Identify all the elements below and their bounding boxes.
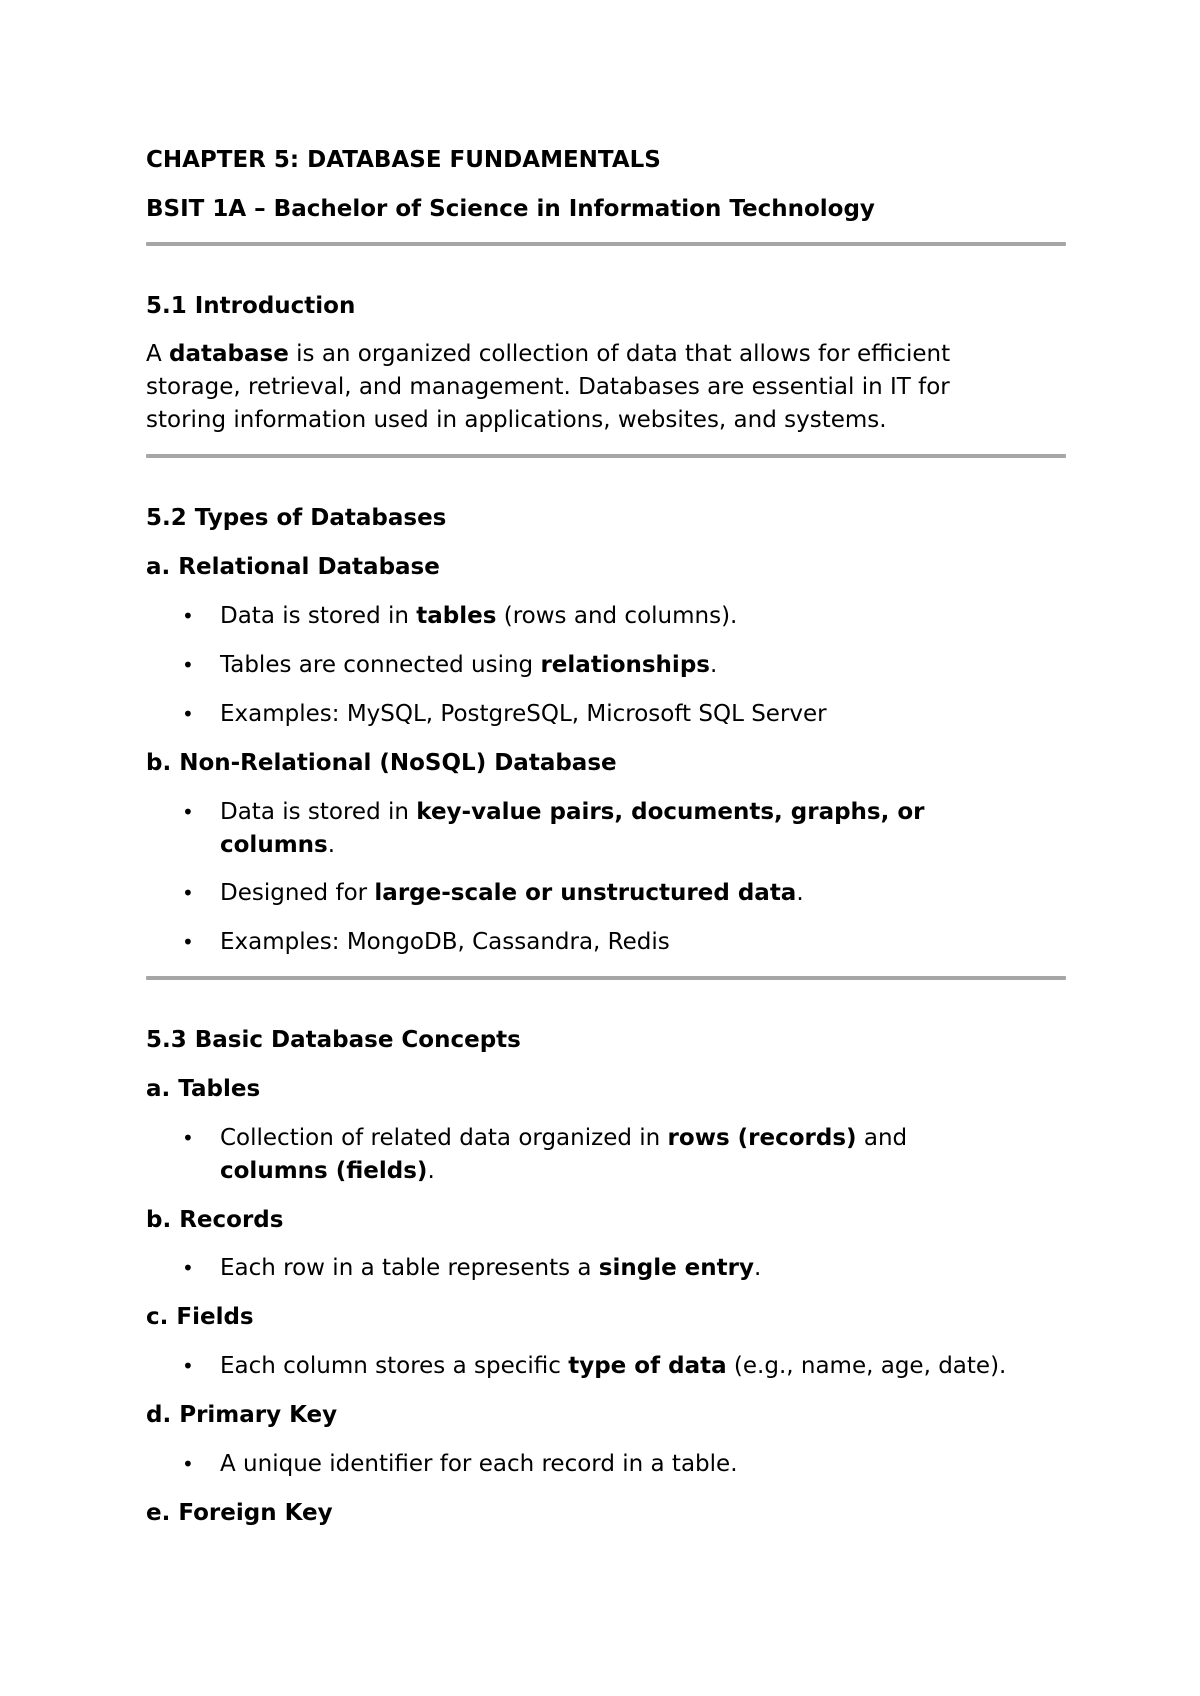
list-item: Each column stores a specific type of data (e.g., name, age, date). (220, 1353, 1007, 1379)
list-item: Data is stored in key-value pairs, documents, graphs, or (220, 799, 925, 825)
bullet-icon: • (182, 1354, 194, 1378)
section-divider (146, 454, 1066, 458)
bullet-icon: • (182, 1256, 194, 1280)
bullet-icon: • (182, 881, 194, 905)
chapter-title: CHAPTER 5: DATABASE FUNDAMENTALS (146, 147, 661, 173)
list-item: Data is stored in tables (rows and columns). (220, 603, 738, 629)
subheading-nonrelational: b. Non-Relational (NoSQL) Database (146, 750, 617, 776)
list-item: Tables are connected using relationships. (220, 652, 718, 678)
subheading-records: b. Records (146, 1207, 284, 1233)
list-item: Each row in a table represents a single entry. (220, 1255, 762, 1281)
bullet-icon: • (182, 930, 194, 954)
list-item-continuation: columns. (220, 832, 336, 858)
subheading-tables: a. Tables (146, 1076, 261, 1102)
list-item: Examples: MongoDB, Cassandra, Redis (220, 929, 670, 955)
list-item: Designed for large-scale or unstructured data. (220, 880, 804, 906)
intro-paragraph-line: storing information used in applications, websites, and systems. (146, 407, 887, 433)
course-line: BSIT 1A – Bachelor of Science in Information Technology (146, 196, 875, 222)
bullet-icon: • (182, 1452, 194, 1476)
list-item: Collection of related data organized in rows (records) and (220, 1125, 908, 1151)
list-item-continuation: columns (fields). (220, 1158, 435, 1184)
subheading-primary-key: d. Primary Key (146, 1402, 338, 1428)
subheading-relational: a. Relational Database (146, 554, 440, 580)
bullet-icon: • (182, 653, 194, 677)
bullet-icon: • (182, 800, 194, 824)
section-divider (146, 242, 1066, 246)
bullet-icon: • (182, 1126, 194, 1150)
intro-paragraph-line: storage, retrieval, and management. Databases are essential in IT for (146, 374, 950, 400)
section-divider (146, 976, 1066, 980)
bullet-icon: • (182, 702, 194, 726)
list-item: A unique identifier for each record in a table. (220, 1451, 738, 1477)
section-heading-concepts: 5.3 Basic Database Concepts (146, 1027, 521, 1053)
section-heading-types: 5.2 Types of Databases (146, 505, 447, 531)
subheading-foreign-key: e. Foreign Key (146, 1500, 333, 1526)
section-heading-introduction: 5.1 Introduction (146, 293, 356, 319)
intro-paragraph-line: A database is an organized collection of data that allows for efficient (146, 341, 951, 367)
subheading-fields: c. Fields (146, 1304, 254, 1330)
bullet-icon: • (182, 604, 194, 628)
list-item: Examples: MySQL, PostgreSQL, Microsoft SQL Server (220, 701, 827, 727)
